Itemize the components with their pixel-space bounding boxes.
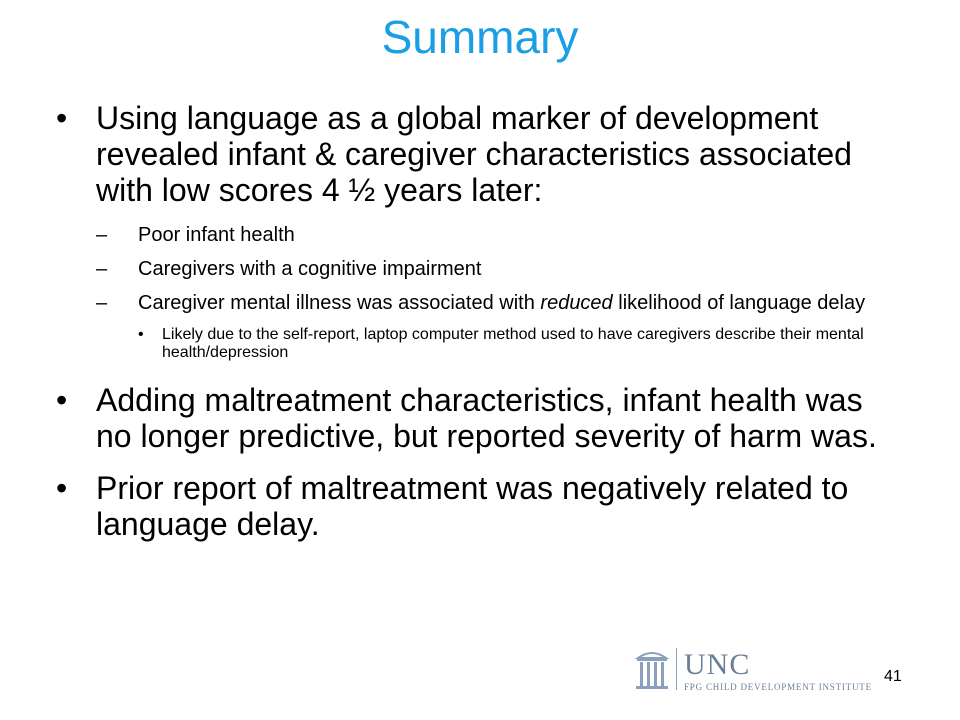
bullet-dot: • (56, 382, 68, 418)
subitem-mental-illness (96, 292, 896, 314)
logo-institute-text: FPG CHILD DEVELOPMENT INSTITUTE (684, 682, 872, 692)
unc-fpg-logo (630, 646, 880, 692)
subitem-text-post: likelihood of language delay (612, 292, 866, 314)
bullet-dot: • (56, 470, 68, 506)
subitem-text-emphasis: reduced (540, 292, 613, 314)
subitem-cognitive-impairment (96, 258, 896, 280)
slide-content (56, 100, 896, 558)
subitem-poor-infant-health (96, 224, 896, 246)
dash-marker: – (96, 224, 108, 246)
bullet-dot: • (56, 100, 68, 136)
slide-title: Summary (381, 11, 579, 63)
dash-marker: – (96, 292, 108, 314)
bullet-3 (56, 470, 896, 542)
page-number: 41 (884, 668, 902, 685)
subitem-text-pre: Caregiver mental illness was associated with (138, 292, 541, 314)
subsubitem-text: Likely due to the self-report, laptop computer method used to have caregivers describe their mental health/depression (162, 326, 864, 361)
bullet-dot: • (138, 326, 144, 343)
bullet-1 (56, 100, 896, 208)
subsubitem-self-report (138, 326, 896, 362)
logo-unc-text: UNC (684, 648, 751, 681)
old-well-icon (632, 646, 672, 692)
logo-divider (676, 648, 677, 690)
bullet-2-text: Adding maltreatment characteristics, infant health was no longer predictive, but reported severity of harm was. (96, 382, 877, 454)
bullet-1-text: Using language as a global marker of development revealed infant & caregiver characteristics associated with low scores 4 ½ years later: (96, 100, 852, 208)
subitem-text: Caregivers with a cognitive impairment (138, 258, 482, 280)
bullet-3-text: Prior report of maltreatment was negatively related to language delay. (96, 470, 849, 542)
subitem-text: Poor infant health (138, 224, 295, 246)
dash-marker: – (96, 258, 108, 280)
bullet-1-subitems (56, 224, 896, 362)
bullet-2 (56, 382, 896, 454)
